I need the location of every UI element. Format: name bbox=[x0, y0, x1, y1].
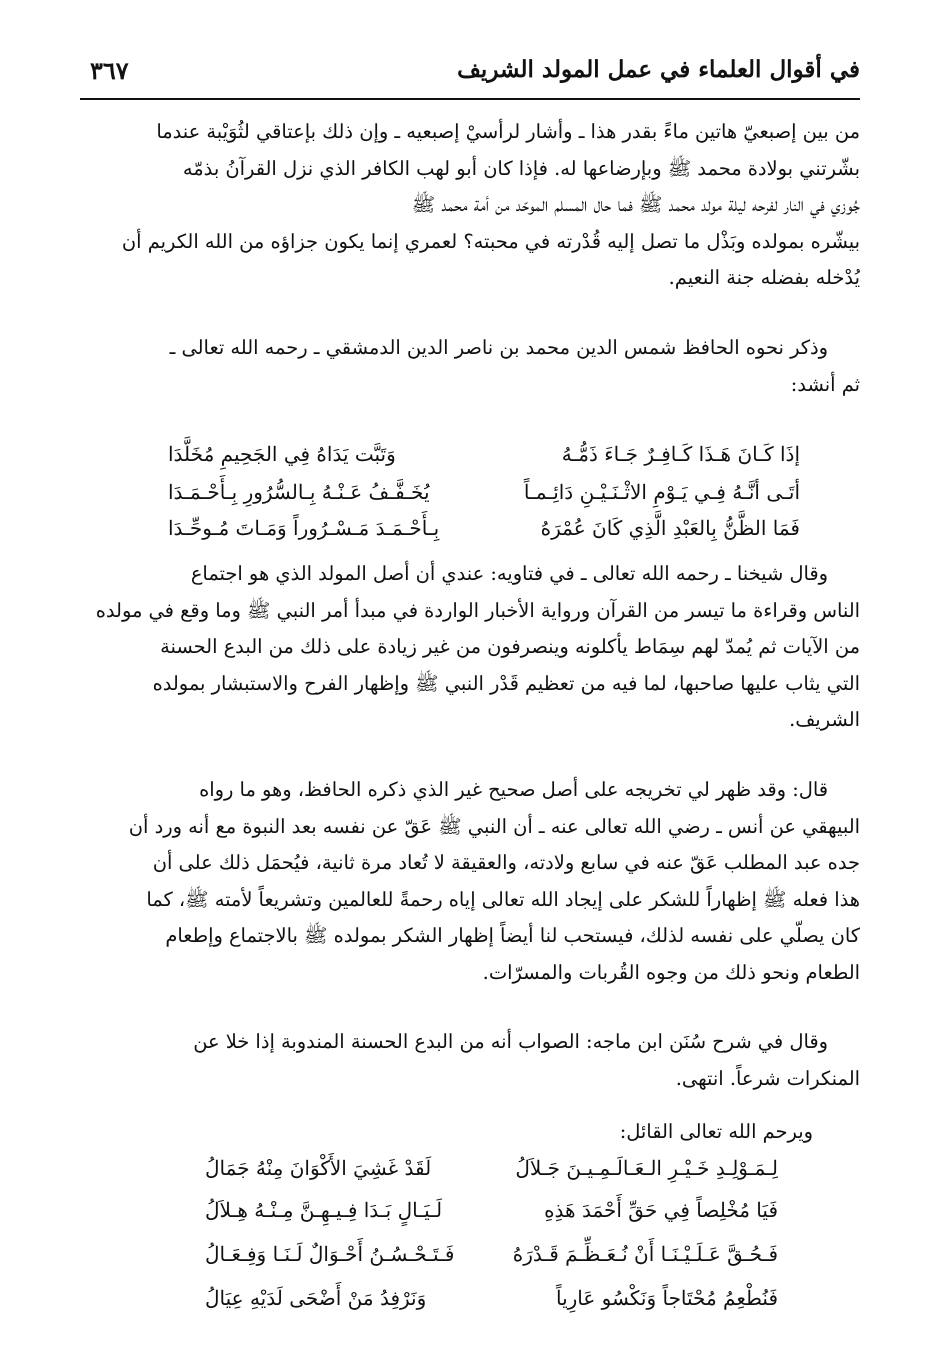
verse-first-hemistich: فَـحُـقَّ عَـلَـيْـنَـا أَنْ نُـعَـظِّـمَ قَـدْرَهُ bbox=[512, 1242, 778, 1266]
text-line: من الآيات ثم يُمدّ لهم سِمَاط يأكلونه وينصرفون من غير زيادة على ذلك من البدع الحسنة bbox=[160, 635, 860, 659]
text-line: بيشّره بمولده وبَذْل ما تصل إليه قُدْرته في محبته؟ لعمري إنما يكون جزاؤه من الله الكريم أن bbox=[121, 229, 860, 253]
text-line: وقال شيخنا ـ رحمه الله تعالى ـ في فتاويه: عندي أن أصل المولد الذي هو اجتماع bbox=[190, 562, 828, 585]
header-divider bbox=[80, 98, 860, 100]
text-line: كان يصلّي على نفسه لذلك، فيستحب لنا أيضاً إظهار الشكر بمولده ﷺ بالاجتماع وإطعام bbox=[165, 924, 860, 948]
verse-second-hemistich: وَتَبَّت يَدَاهُ فِي الجَحِيمِ مُخَلَّدَا bbox=[168, 442, 396, 466]
text-line: التي يثاب عليها صاحبها، لما فيه من تعظيم قَدْر النبي ﷺ وإظهار الفرح والاستبشار بمولده bbox=[152, 671, 860, 695]
verse-second-hemistich: فَـتَـحْـسُـنُ أَحْـوَالٌ لَـنَـا وَفِـعَـالُ bbox=[205, 1242, 455, 1266]
text-line: وذكر نحوه الحافظ شمس الدين محمد بن ناصر الدين الدمشقي ـ رحمه الله تعالى ـ bbox=[169, 336, 828, 359]
text-line: بشّرتني بولادة محمد ﷺ وبإرضاعها له. فإذا كان أبو لهب الكافر الذي نزل القرآنُ بذمّه bbox=[182, 156, 860, 180]
verse-first-hemistich: فَمَا الظَّنُّ بِالعَبْدِ الَّذِي كَانَ عُمْرَهُ bbox=[540, 516, 800, 540]
text-line: الطعام ونحو ذلك من وجوه القُربات والمسرّات. bbox=[482, 960, 860, 984]
text-line: ثم أنشد: bbox=[790, 372, 860, 396]
verse-second-hemistich: لَقَدْ غَشِيَ الأَكْوَانَ مِنْهُ جَمَالُ bbox=[205, 1156, 432, 1180]
paragraph-3 bbox=[78, 556, 860, 739]
verse-second-hemistich: بِـأَحْـمَـدَ مَـسْـرُوراً وَمَـاتَ مُـوحِّـدَا bbox=[168, 516, 440, 540]
running-header bbox=[80, 56, 860, 96]
paragraph-1 bbox=[78, 114, 860, 297]
text-line: البيهقي عن أنس ـ رضي الله تعالى عنه ـ أن النبي ﷺ عَقّ عن نفسه بعد النبوة مع أنه ورد أن bbox=[128, 814, 860, 838]
text-line: قال: وقد ظهر لي تخريجه على أصل صحيح غير الذي ذكره الحافظ، وهو ما رواه bbox=[199, 778, 828, 801]
verse-first-hemistich: إذَا كَـانَ هَـذَا كَـافِـرٌ جَـاءَ ذَمُّـهُ bbox=[561, 442, 800, 466]
text-line: من بين إصبعيّ هاتين ماءً بقدر هذا ـ وأشار لرأسيْ إصبعيه ـ وإن ذلك بإعتاقي لثُوَيْبة عندما bbox=[156, 120, 860, 143]
text-line: جده عبد المطلب عَقّ عنه في سابع ولادته، والعقيقة لا تُعاد مرة ثانية، فيُحمَل ذلك على أن bbox=[152, 851, 860, 875]
text-line: الناس وقراءة ما تيسر من القرآن ورواية الأخبار الواردة في مبدأ أمر النبي ﷺ وما وقع في مولده bbox=[95, 598, 860, 622]
text-line: جُوزي في النار لفرحه ليلة مولد محمد ﷺ فما حال المسلم الموحّد من أمة محمد ﷺ bbox=[411, 193, 860, 217]
verse-first-hemistich: لِـمَـوْلِـدِ خَـيْـرِ الـعَـالَـمِـيـنَ جَـلاَلُ bbox=[515, 1156, 778, 1180]
verse-first-hemistich: أتَـى أنَّـهُ فِـي يَـوْمِ الاثْـنَـيْـنِ دَائِـمـاً bbox=[523, 480, 800, 504]
paragraph-4 bbox=[78, 772, 860, 992]
paragraph-5 bbox=[78, 1024, 860, 1097]
poem2-intro: ويرحم الله تعالى القائل: bbox=[619, 1120, 813, 1143]
text-line: المنكرات شرعاً. انتهى. bbox=[675, 1066, 860, 1090]
text-line: الشريف. bbox=[789, 708, 860, 732]
page-number: ٣٦٧ bbox=[90, 56, 129, 85]
paragraph-2 bbox=[78, 330, 860, 403]
text-line: يُدْخله بفضله جنة النعيم. bbox=[668, 266, 860, 290]
verse-second-hemistich: يُخَـفَّـفُ عَـنْـهُ بِـالسُّرُورِ بِـأَحْـمَـدَا bbox=[168, 480, 430, 504]
verse-second-hemistich: وَنَرْفِدُ مَنْ أَضْحَى لَدَيْهِ عِيَالُ bbox=[205, 1286, 427, 1310]
text-line: هذا فعله ﷺ إظهاراً للشكر على إيجاد الله تعالى إياه رحمةً للعالمين وتشريعاً لأمته ﷺ، كما bbox=[146, 887, 860, 911]
running-title: في أقوال العلماء في عمل المولد الشريف bbox=[457, 56, 860, 83]
verse-first-hemistich: فَيَا مُخْلِصاً فِي حَقِّ أَحْمَدَ هَذِهِ bbox=[544, 1198, 778, 1222]
verse-second-hemistich: لَـيَـالٍ بَـدَا فِـيـهِـنَّ مِـنْـهُ هِـلاَلُ bbox=[205, 1198, 443, 1222]
verse-first-hemistich: فَنُطْعِمُ مُحْتَاجاً وَنَكْسُو عَارِياً bbox=[555, 1286, 778, 1310]
text-line: وقال في شرح سُنَن ابن ماجه: الصواب أنه من البدع الحسنة المندوبة إذا خلا عن bbox=[193, 1030, 828, 1053]
